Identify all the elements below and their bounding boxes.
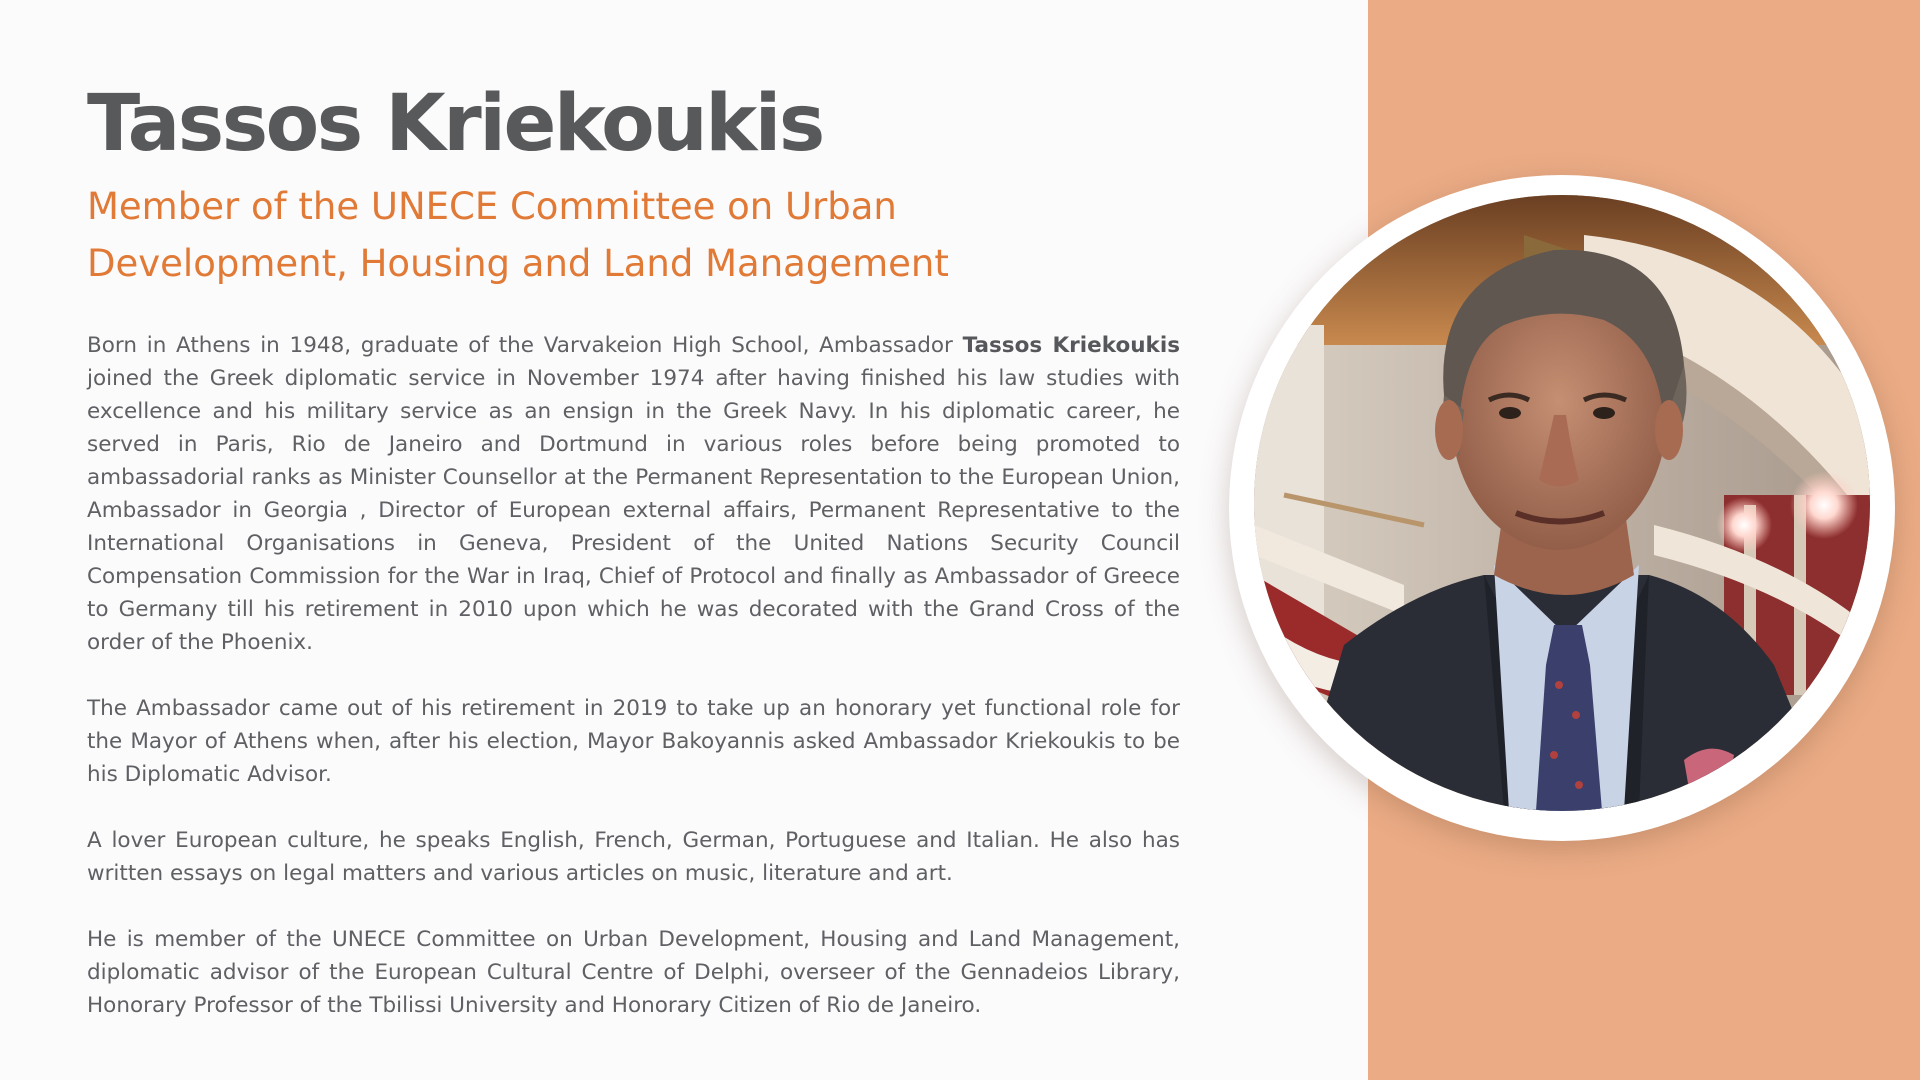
- bio-paragraph-1: [87, 329, 1180, 659]
- bio-paragraph-4: He is member of the UNECE Committee on Urban Development, Housing and Land Management, diplomatic advisor of the European Cultural Centre of Delphi, overseer of the Gennadeios Library, Honorary Professor of the Tbilissi University and Honorary Citizen of Rio de Janeiro.: [87, 927, 1180, 1018]
- biography: [87, 329, 1180, 1022]
- portrait-frame: [1229, 175, 1895, 841]
- bio-paragraph-1-body: joined the Greek diplomatic service in November 1974 after having finished his law studies with excellence and his military service as an ensign in the Greek Navy. In his diplomatic career, he served in Paris, Rio de Janeiro and Dortmund in various roles before being promoted to ambassadorial ranks as Minister Counsellor at the Permanent Representation to the European Union, Ambassador in Georgia , Director of European external affairs, Permanent Representative to the International Organisations in Geneva, President of the United Nations Security Council Compensation Commission for the War in Iraq, Chief of Protocol and finally as Ambassador of Greece to Germany till his retirement in 2010 upon which he was decorated with the Grand Cross of the order of the Phoenix.: [87, 366, 1180, 655]
- profile-role-line-1: Member of the UNECE Committee on Urban: [87, 185, 897, 228]
- portrait-illustration: [1254, 195, 1870, 811]
- bio-paragraph-1-intro: Born in Athens in 1948, graduate of the Varvakeion High School, Ambassador: [87, 333, 963, 358]
- bio-paragraph-3: A lover European culture, he speaks English, French, German, Portuguese and Italian. He also has written essays on legal matters and various articles on music, literature and art.: [87, 828, 1180, 886]
- profile-role: [87, 178, 1087, 292]
- portrait-photo: [1254, 195, 1870, 811]
- profile-content: [87, 78, 1180, 1022]
- bio-name-highlight: Tassos Kriekoukis: [962, 333, 1180, 358]
- bio-paragraph-2: The Ambassador came out of his retirement in 2019 to take up an honorary yet functional role for the Mayor of Athens when, after his election, Mayor Bakoyannis asked Ambassador Kriekoukis to be his Diplomatic Advisor.: [87, 696, 1180, 787]
- profile-role-line-2: Development, Housing and Land Management: [87, 242, 949, 285]
- profile-name: Tassos Kriekoukis: [87, 79, 823, 169]
